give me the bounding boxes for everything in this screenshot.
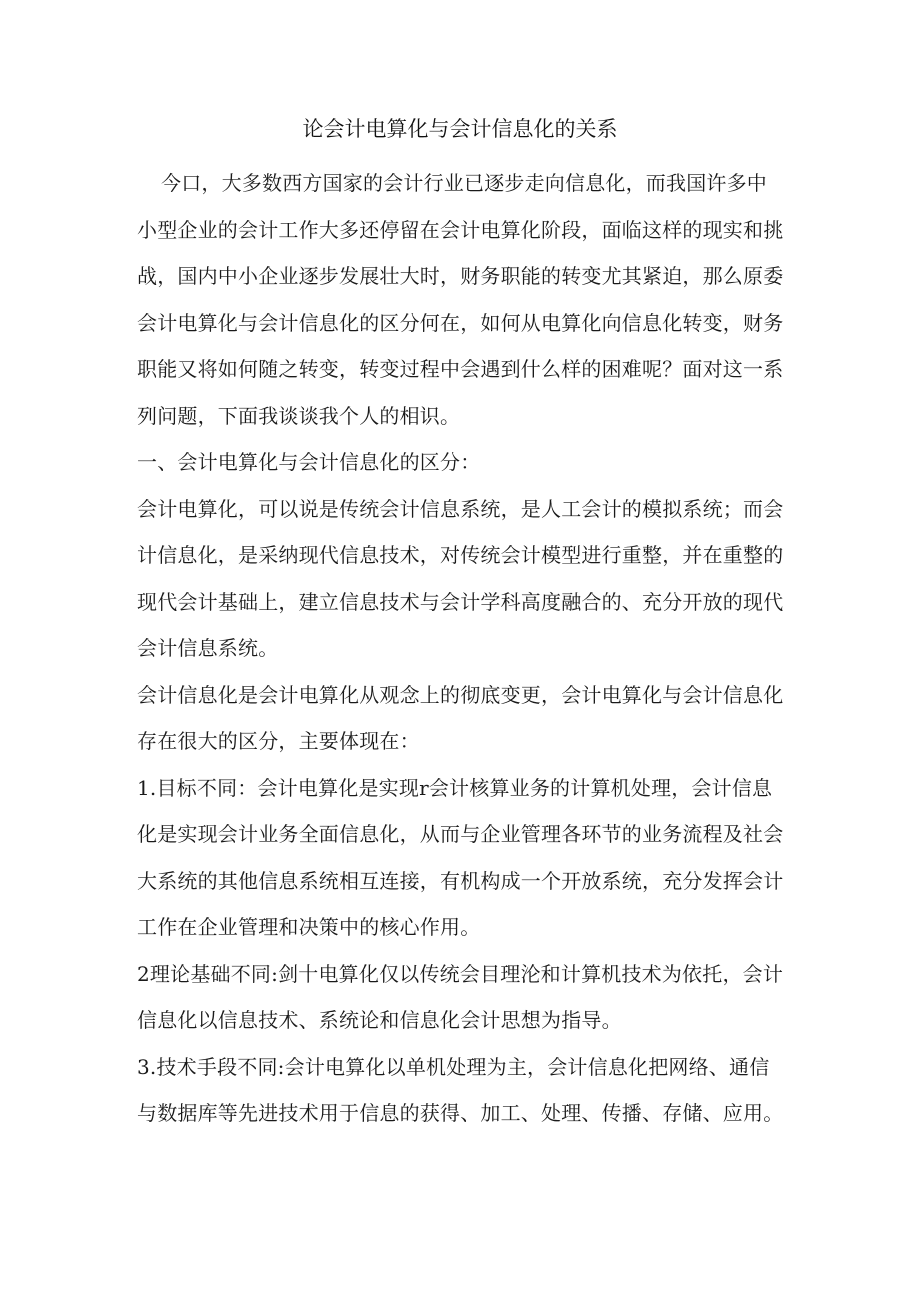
section-heading: 一、会计电算化与会计信息化的区分： — [137, 450, 481, 474]
document-body — [137, 160, 787, 1137]
document-title: 论会计电算化与会计信息化的关系 — [302, 117, 618, 141]
intro-paragraph: 今口，大多数西方国家的会计行业已逐步走向信息化，而我国许多中小型企业的会计工作大多还停留在会计电算化阶段，面临这样的现实和挑战，国内中小企业逐步发展壮大时，财务职能的转变尤其紧迫，那么原委会计电算化与会计信息化的区分何在，如何从电算化向信息化转变，财务职能又将如何随之转变，转变过程中会遇到什么样的困难呢？面对这一系列问题，下面我谈谈我个人的相识。 — [137, 171, 784, 428]
difference-paragraph: 会计信息化是会计电算化从观念上的彻底变更，会计电算化与会计信息化存在很大的区分，主要体现在： — [137, 682, 784, 753]
point-technology-paragraph: 3.技术手段不同:会计电算化以单机处理为主，会计信息化把网络、通信与数据库等先进技术用于信息的获得、加工、处理、传播、存储、应用。 — [137, 1054, 784, 1125]
definition-paragraph: 会计电算化，可以说是传统会计信息系统，是人工会计的模拟系统；而会计信息化，是采纳现代信息技术，对传统会计模型进行重整，并在重整的现代会计基础上，建立信息技术与会计学科高度融合的、充分开放的现代会计信息系统。 — [137, 496, 784, 660]
point-theory-paragraph: 2理论基础不同:剑十电算化仅以传统会目理沦和计算机技术为依托，会计信息化以信息技术、系统论和信息化会计思想为指导。 — [137, 961, 784, 1032]
point-goal-paragraph: 1.目标不同：会计电算化是实现r会计核算业务的计算机处理，会计信息化是实现会计业务全面信息化，从而与企业管理各环节的业务流程及社会大系统的其他信息系统相互连接，有机构成一个开放系统，充分发挥会计工作在企业管理和决策中的核心作用。 — [137, 775, 784, 939]
